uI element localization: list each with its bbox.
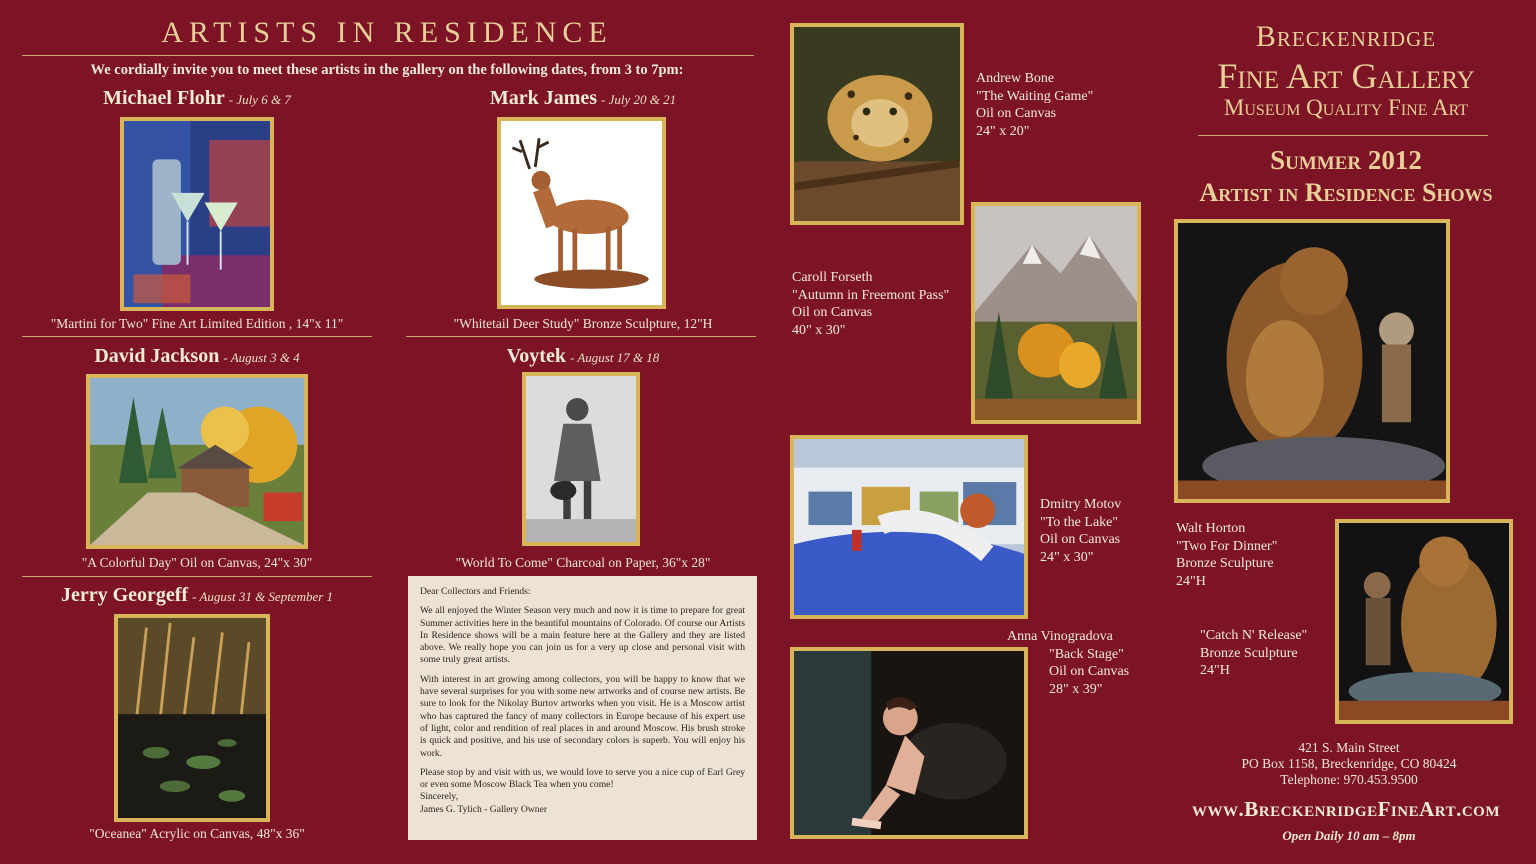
page-title: ARTISTS IN RESIDENCE bbox=[161, 16, 613, 49]
artwork-back-stage bbox=[790, 647, 1028, 839]
letter-greeting: Dear Collectors and Friends: bbox=[420, 586, 531, 597]
artist-heading: Voytek - August 17 & 18 bbox=[506, 345, 660, 367]
season-title: Summer 2012 bbox=[1270, 145, 1422, 175]
artwork-a-colorful-day bbox=[86, 374, 308, 549]
title-divider bbox=[22, 55, 754, 56]
section-divider bbox=[22, 336, 372, 337]
artwork-caption: "Martini for Two" Fine Art Limited Edition , 14"x 11" bbox=[50, 316, 344, 331]
contact-block bbox=[1176, 740, 1522, 788]
artwork-caption: "World To Come" Charcoal on Paper, 36"x 28" bbox=[455, 555, 711, 570]
sculpture-title: "Catch N' Release" bbox=[1200, 628, 1308, 643]
artwork-caption: "Oceanea" Acrylic on Canvas, 48"x 36" bbox=[89, 826, 305, 841]
work-size: 24" x 30" bbox=[1040, 549, 1094, 565]
work-title: "Autumn in Freemont Pass" bbox=[792, 287, 950, 303]
artwork-autumn-in-freemont-pass bbox=[971, 202, 1141, 424]
work-artist: Andrew Bone bbox=[976, 71, 1055, 86]
artwork-label bbox=[792, 269, 949, 339]
address-street: 421 S. Main Street bbox=[1298, 740, 1400, 755]
artist-name: Voytek bbox=[506, 345, 566, 367]
artwork-the-waiting-game bbox=[790, 23, 964, 225]
artist-name: Jerry Georgeff bbox=[60, 584, 189, 606]
letter-closing: Sincerely, bbox=[420, 791, 459, 803]
work-title: "Back Stage" bbox=[1049, 646, 1124, 662]
artist-dates: August 17 & 18 bbox=[577, 350, 660, 365]
show-title: Artist in Residence Shows bbox=[1199, 178, 1493, 207]
sculpture-title: "Two For Dinner" bbox=[1176, 538, 1278, 554]
letter-paragraph: Please stop by and visit with us, we would love to serve you a nice cup of Earl Grey or even some Moscow Black Tea when you come! bbox=[420, 766, 745, 791]
artist-heading: Mark James - July 20 & 21 bbox=[489, 87, 677, 109]
artwork-whitetail-deer bbox=[497, 117, 666, 309]
gallery-tagline: Museum Quality Fine Art bbox=[1223, 95, 1469, 120]
sculpture-size: 24"H bbox=[1176, 573, 1206, 589]
website-link[interactable]: www.BreckenridgeFineArt.com bbox=[1192, 797, 1500, 821]
work-size: 28" x 39" bbox=[1049, 681, 1103, 697]
artist-heading: Michael Flohr - July 6 & 7 bbox=[103, 87, 291, 109]
artist-dates: July 20 & 21 bbox=[608, 92, 677, 107]
artwork-two-for-dinner bbox=[1174, 219, 1450, 503]
sculpture-medium: Bronze Sculpture bbox=[1200, 645, 1298, 661]
work-title: "To the Lake" bbox=[1040, 514, 1119, 530]
artwork-to-the-lake bbox=[790, 435, 1028, 619]
address-po-box: PO Box 1158, Breckenridge, CO 80424 bbox=[1241, 756, 1457, 771]
owner-letter bbox=[408, 576, 757, 840]
artwork-catch-n-release bbox=[1335, 519, 1513, 724]
work-medium: Oil on Canvas bbox=[1049, 664, 1130, 679]
work-medium: Oil on Canvas bbox=[1040, 532, 1121, 547]
letter-paragraph: We all enjoyed the Winter Season very much and now it is time to prepare for great Summer activities here in the beautiful mountains of Colorado. Of course our Artists In Residence shows will be a main feature here at the Gallery and they are listed above. We really hope you can join us for a very up close and personal visit with some truly great artists. bbox=[420, 605, 745, 666]
work-size: 24" x 20" bbox=[976, 123, 1030, 139]
work-size: 40" x 30" bbox=[792, 322, 846, 338]
section-divider bbox=[406, 336, 756, 337]
artist-name: David Jackson bbox=[94, 345, 220, 367]
invitation-text: We cordially invite you to meet these artists in the gallery on the following dates, from 3 to 7pm: bbox=[90, 62, 684, 78]
artwork-caption: "A Colorful Day" Oil on Canvas, 24"x 30" bbox=[81, 555, 313, 570]
letter-paragraph: With interest in art growing among collectors, you will be happy to know that we have several surprises for you with some new artworks and of course new artists. Be sure to look for the Nikolay Burtov artworks when you visit. He is a Moscow artist who has captured the fancy of many collectors in Europe because of his expert use of light, color and rendition of real places in and around Moscow. His brush stroke is quick and positive, and his use of secondary colors is superb. You will enjoy his work. bbox=[420, 673, 745, 759]
work-artist: Anna Vinogradova bbox=[1007, 629, 1113, 644]
artist-dates: August 3 & 4 bbox=[230, 350, 300, 365]
sculpture-artist: Walt Horton bbox=[1176, 521, 1246, 536]
work-title: "The Waiting Game" bbox=[976, 88, 1094, 104]
artist-dates: July 6 & 7 bbox=[236, 92, 291, 107]
artwork-world-to-come bbox=[522, 372, 640, 546]
sculpture-medium: Bronze Sculpture bbox=[1176, 556, 1274, 571]
sculpture-size: 24"H bbox=[1200, 663, 1230, 678]
artist-name: Mark James bbox=[489, 87, 598, 109]
work-medium: Oil on Canvas bbox=[792, 305, 873, 320]
work-artist: Caroll Forseth bbox=[792, 270, 873, 285]
letter-signature: James G. Tylich - Gallery Owner bbox=[420, 803, 548, 815]
phone-number: Telephone: 970.453.9500 bbox=[1280, 772, 1418, 787]
artwork-caption: "Whitetail Deer Study" Bronze Sculpture, 12"H bbox=[453, 316, 713, 331]
artist-heading: Jerry Georgeff - August 31 & September 1 bbox=[60, 584, 334, 606]
gallery-name-line2: Fine Art Gallery bbox=[1217, 56, 1475, 96]
gallery-name-line1: Breckenridge bbox=[1255, 20, 1437, 53]
sculpture-label bbox=[1200, 627, 1307, 680]
artist-heading: David Jackson - August 3 & 4 bbox=[94, 345, 300, 367]
header-divider bbox=[1198, 135, 1488, 136]
opening-hours: Open Daily 10 am – 8pm bbox=[1282, 828, 1416, 843]
artwork-label bbox=[976, 70, 1093, 140]
artwork-martini-for-two bbox=[120, 117, 274, 311]
work-medium: Oil on Canvas bbox=[976, 106, 1057, 121]
artist-dates: August 31 & September 1 bbox=[199, 589, 334, 604]
artwork-oceanea bbox=[114, 614, 270, 822]
sculpture-label bbox=[1176, 520, 1277, 590]
section-divider bbox=[22, 576, 372, 577]
artwork-label bbox=[1040, 496, 1121, 566]
work-artist: Dmitry Motov bbox=[1040, 497, 1122, 512]
artist-name: Michael Flohr bbox=[103, 87, 225, 109]
